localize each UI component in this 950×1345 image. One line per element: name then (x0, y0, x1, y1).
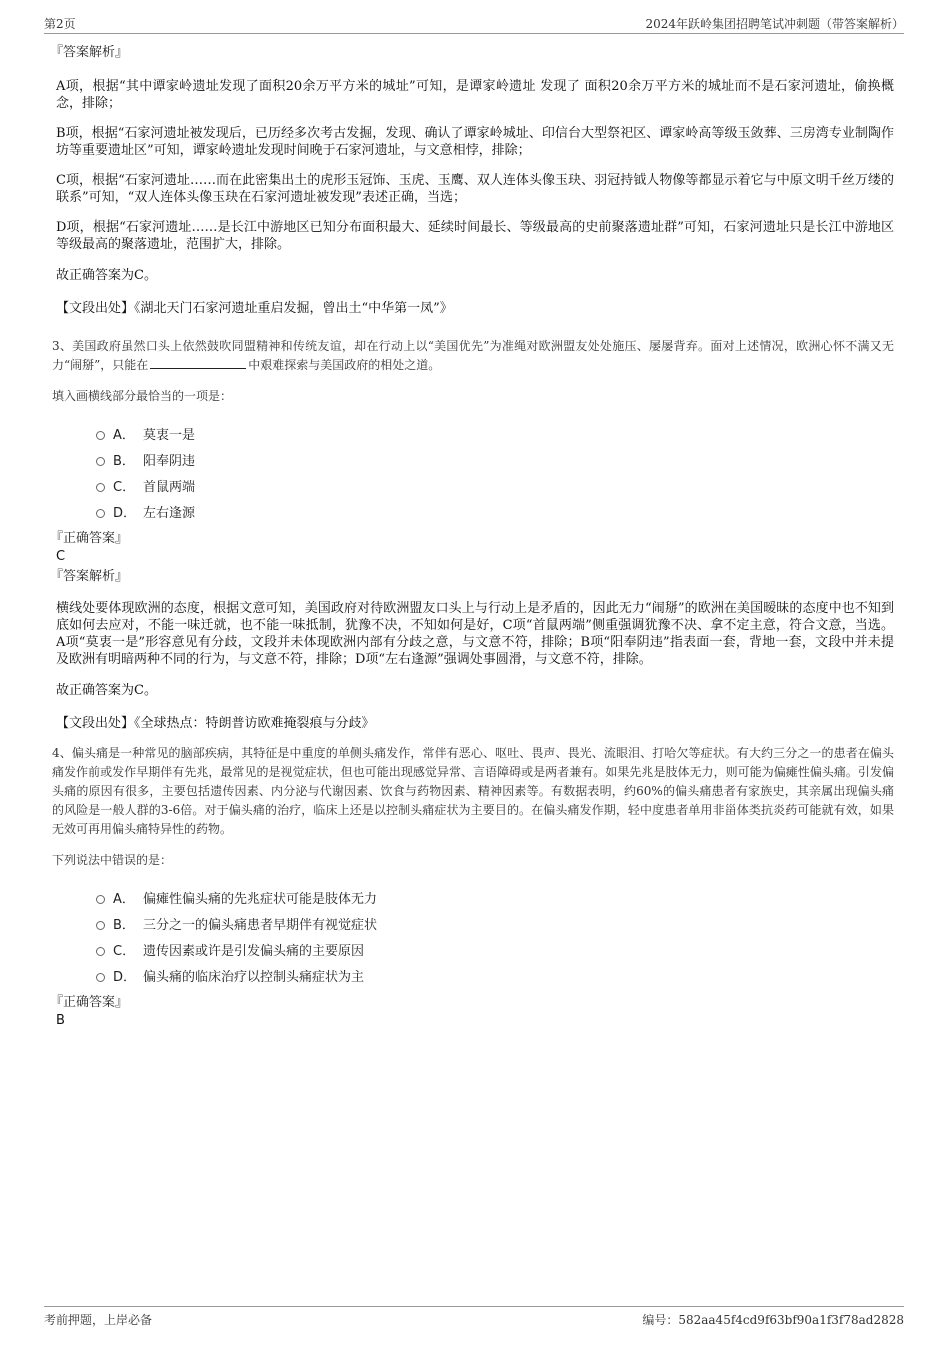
option-text: 偏瘫性偏头痛的先兆症状可能是肢体无力 (143, 891, 378, 907)
footer-slogan: 考前押题，上岸必备 (44, 1313, 153, 1327)
question-4-prompt: 下列说法中错误的是： (52, 853, 173, 867)
question-3-stem-before: 3、美国政府虽然口头上依然鼓吹同盟精神和传统友谊，却在行动上以“美国优先”为准绳对欧洲盟友处处施压、屡屡背弃。面对上述情况，欧洲心怀不满又无力“闹掰”，只能在 (52, 339, 894, 372)
question-3-options (96, 420, 894, 524)
option-a[interactable] (96, 420, 894, 446)
option-b[interactable] (96, 910, 894, 936)
radio-icon[interactable] (96, 947, 105, 956)
option-letter: A． (113, 891, 135, 907)
radio-icon[interactable] (96, 509, 105, 518)
option-text: 偏头痛的临床治疗以控制头痛症状为主 (143, 969, 365, 985)
option-a[interactable] (96, 884, 894, 910)
option-text: 阳奉阴违 (143, 453, 196, 469)
radio-icon[interactable] (96, 973, 105, 982)
option-letter: D． (113, 969, 137, 985)
radio-icon[interactable] (96, 483, 105, 492)
option-text: 莫衷一是 (143, 427, 196, 443)
fill-blank (150, 357, 246, 369)
document-title: 2024年跃岭集团招聘笔试冲刺题（带答案解析） (645, 16, 904, 31)
correct-answer-value: C (56, 549, 66, 564)
analysis-item-d: D项，根据“石家河遗址……是长江中游地区已知分布面积最大、延续时间最长、等级最高的史前聚落遗址群”可知，石家河遗址只是长江中游地区等级最高的聚落遗址，范围扩大，排除。 (56, 220, 894, 252)
option-text: 首鼠两端 (143, 479, 196, 495)
option-letter: B． (113, 453, 135, 469)
option-c[interactable] (96, 472, 894, 498)
correct-answer-value: B (56, 1013, 65, 1028)
analysis-item-c: C项，根据“石家河遗址……而在此密集出土的虎形玉冠饰、玉虎、玉鹰、双人连体头像玉玦、羽冠持钺人物像等都显示着它与中原文明千丝万缕的联系”可知，“双人连体头像玉玦在石家河遗址被发现”表述正确，当选； (56, 173, 894, 205)
option-text: 遗传因素或许是引发偏头痛的主要原因 (143, 943, 365, 959)
radio-icon[interactable] (96, 895, 105, 904)
option-d[interactable] (96, 962, 894, 988)
question-3-stem-after: 中艰难探索与美国政府的相处之道。 (248, 358, 441, 372)
radio-icon[interactable] (96, 457, 105, 466)
option-letter: B． (113, 917, 135, 933)
page-footer (44, 1306, 904, 1328)
option-c[interactable] (96, 936, 894, 962)
source-citation: 【文段出处】《湖北天门石家河遗址重启发掘，曾出土“中华第一凤”》 (56, 301, 453, 316)
analysis-label: 『答案解析』 (50, 569, 129, 584)
page-number: 第2页 (44, 16, 76, 31)
option-text: 三分之一的偏头痛患者早期伴有视觉症状 (143, 917, 378, 933)
option-text: 左右逢源 (143, 505, 196, 521)
question-4-options (96, 884, 894, 988)
question-3-conclusion: 故正确答案为C。 (56, 683, 157, 698)
option-d[interactable] (96, 498, 894, 524)
radio-icon[interactable] (96, 921, 105, 930)
option-letter: A． (113, 427, 135, 443)
page-header (44, 14, 904, 34)
page-content (50, 44, 894, 1030)
correct-answer-label: 『正确答案』 (50, 531, 129, 546)
question-3-stem (52, 337, 894, 375)
option-b[interactable] (96, 446, 894, 472)
question-4-stem: 4、偏头痛是一种常见的脑部疾病，其特征是中重度的单侧头痛发作，常伴有恶心、呕吐、畏声、畏光、流眼泪、打哈欠等症状。有大约三分之一的患者在偏头痛发作前或发作早期伴有先兆，最常见的是视觉症状，但也可能出现感觉异常、言语障碍或是两者兼有。如果先兆是肢体无力，则可能为偏瘫性偏头痛。引发偏头痛的原因有很多，主要包括遗传因素、内分泌与代谢因素、饮食与药物因素、精神因素等。有数据表明，约60%的偏头痛患者有家族史，其亲属出现偏头痛的风险是一般人群的3-6倍。对于偏头痛的治疗，临床上还是以控制头痛症状为主要目的。在偏头痛发作期，轻中度患者单用非甾体类抗炎药可能就有效，如果无效可再用偏头痛特异性的药物。 (52, 746, 894, 836)
document-id: 编号：582aa45f4cd9f63bf90a1f3f78ad2828 (642, 1313, 904, 1327)
question-3-prompt: 填入画横线部分最恰当的一项是： (52, 389, 233, 403)
option-letter: C． (113, 479, 136, 495)
question-3-analysis: 横线处要体现欧洲的态度，根据文意可知，美国政府对待欧洲盟友口头上与行动上是矛盾的，因此无力“闹掰”的欧洲在美国暧昧的态度中也不知到底如何去应对，不能一味迁就，也不能一味抵制，犹豫不决，不知如何是好，C项“首鼠两端”侧重强调犹豫不决、拿不定主意，符合文意，当选。A项“莫衷一是”形容意见有分歧，文段并未体现欧洲内部有分歧之意，与文意不符，排除；B项“阳奉阴违”指表面一套，背地一套，文段中并未提及欧洲有明暗两种不同的行为，与文意不符，排除；D项“左右逢源”强调处事圆滑，与文意不符，排除。 (56, 601, 894, 667)
option-letter: C． (113, 943, 136, 959)
analysis-conclusion: 故正确答案为C。 (56, 268, 157, 283)
radio-icon[interactable] (96, 431, 105, 440)
correct-answer-label: 『正确答案』 (50, 995, 129, 1010)
analysis-label: 『答案解析』 (50, 45, 129, 60)
option-letter: D． (113, 505, 137, 521)
analysis-item-a: A项，根据“其中谭家岭遗址发现了面积20余万平方米的城址”可知，是谭家岭遗址 发现了 面积20余万平方米的城址而不是石家河遗址，偷换概念，排除； (56, 79, 894, 111)
analysis-item-b: B项，根据“石家河遗址被发现后，已历经多次考古发掘，发现、确认了谭家岭城址、印信台大型祭祀区、谭家岭高等级玉敛葬、三房湾专业制陶作坊等重要遗址区”可知，谭家岭遗址发现时间晚于石家河遗址，与文意相悖，排除； (56, 126, 894, 158)
question-3-source: 【文段出处】《全球热点：特朗普访欧难掩裂痕与分歧》 (56, 716, 375, 731)
